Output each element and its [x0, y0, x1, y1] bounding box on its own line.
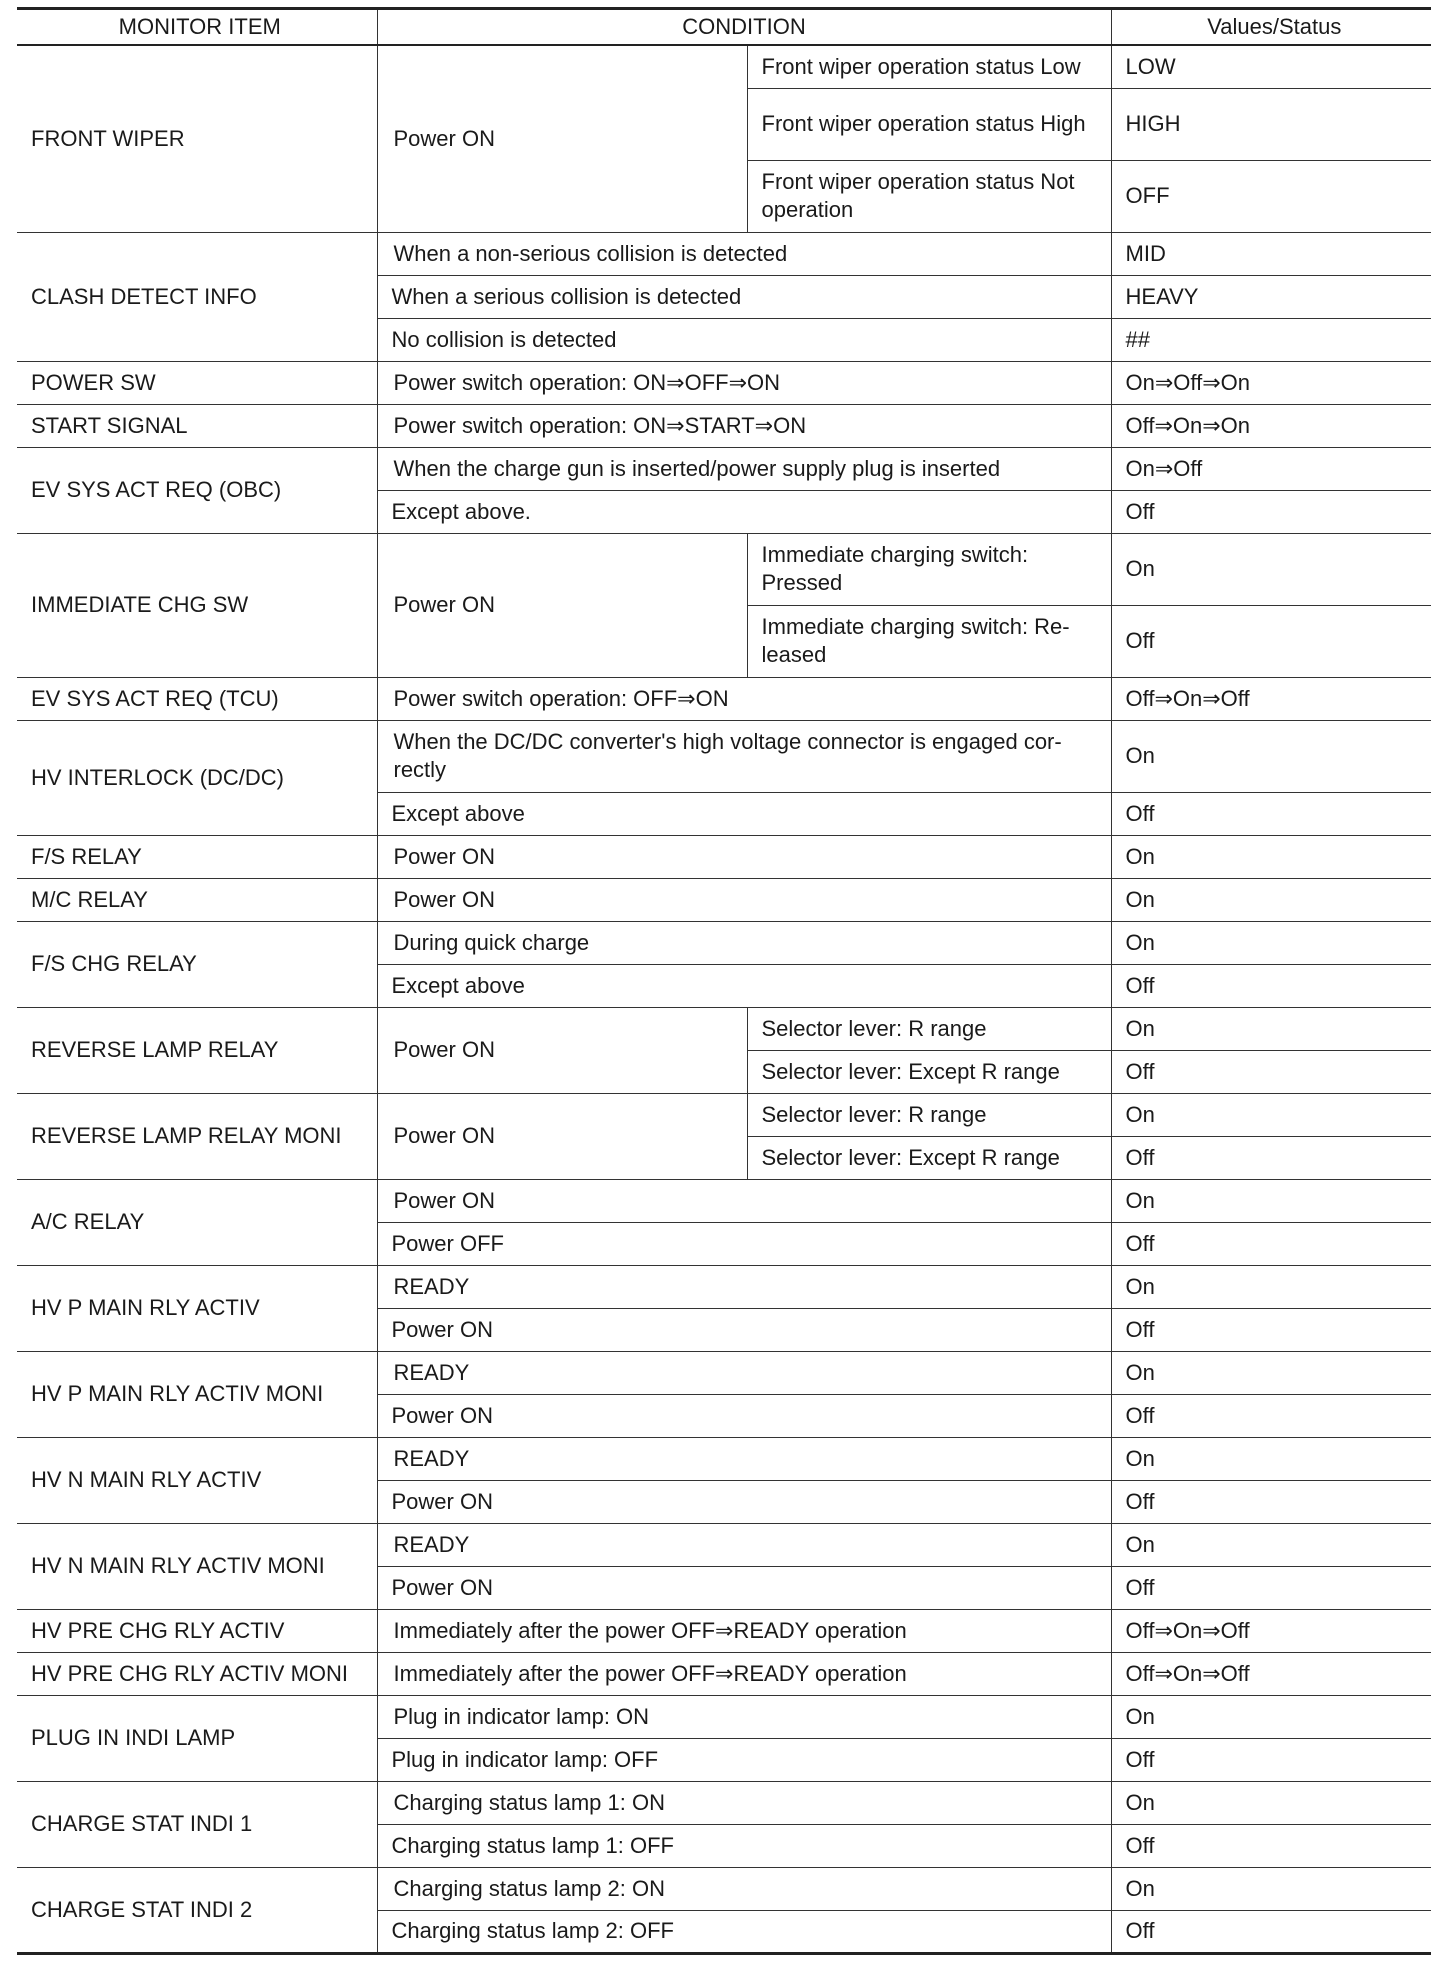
condition-cell: Power switch operation: ON⇒OFF⇒ON — [377, 361, 1111, 404]
table-row — [17, 1652, 1431, 1695]
table-row — [17, 232, 1431, 275]
table-row — [17, 447, 1431, 490]
value-cell: Off⇒On⇒Off — [1111, 677, 1431, 720]
monitor-item-cell: EV SYS ACT REQ (TCU) — [17, 677, 377, 720]
monitor-item-cell: CHARGE STAT INDI 2 — [17, 1867, 377, 1953]
value-cell: Off — [1111, 792, 1431, 835]
condition-cell: Power ON — [377, 1093, 747, 1179]
table-row — [17, 404, 1431, 447]
condition-cell: READY — [377, 1437, 1111, 1480]
value-cell: Off — [1111, 1738, 1431, 1781]
value-cell: Off — [1111, 605, 1431, 677]
sub-condition-cell: Immediate charging switch: Re-leased — [747, 605, 1111, 677]
condition-cell: Power ON — [377, 878, 1111, 921]
condition-cell: READY — [377, 1265, 1111, 1308]
value-cell: On — [1111, 1093, 1431, 1136]
monitor-item-cell: A/C RELAY — [17, 1179, 377, 1265]
table-row — [17, 1351, 1431, 1394]
monitor-item-cell: IMMEDIATE CHG SW — [17, 533, 377, 677]
value-cell: ## — [1111, 318, 1431, 361]
monitor-item-cell: EV SYS ACT REQ (OBC) — [17, 447, 377, 533]
value-cell: Off — [1111, 490, 1431, 533]
condition-cell: Power ON — [377, 533, 747, 677]
value-cell: On — [1111, 1265, 1431, 1308]
value-cell: On⇒Off⇒On — [1111, 361, 1431, 404]
monitor-item-cell: START SIGNAL — [17, 404, 377, 447]
condition-cell: Power ON — [377, 1179, 1111, 1222]
monitor-item-cell: FRONT WIPER — [17, 45, 377, 232]
value-cell: On — [1111, 878, 1431, 921]
condition-cell: Except above — [377, 964, 1111, 1007]
condition-cell: Power ON — [377, 45, 747, 232]
value-cell: On — [1111, 1523, 1431, 1566]
value-cell: HIGH — [1111, 88, 1431, 160]
value-cell: Off — [1111, 1050, 1431, 1093]
condition-cell: When a non-serious collision is detected — [377, 232, 1111, 275]
value-cell: On — [1111, 1781, 1431, 1824]
value-cell: Off — [1111, 1480, 1431, 1523]
value-cell: Off — [1111, 1910, 1431, 1953]
value-cell: On — [1111, 1351, 1431, 1394]
value-cell: Off — [1111, 1308, 1431, 1351]
condition-cell: Power switch operation: ON⇒START⇒ON — [377, 404, 1111, 447]
table-row — [17, 1179, 1431, 1222]
value-cell: On — [1111, 1867, 1431, 1910]
monitor-item-cell: HV P MAIN RLY ACTIV — [17, 1265, 377, 1351]
monitor-item-cell: HV P MAIN RLY ACTIV MONI — [17, 1351, 377, 1437]
condition-cell: Except above — [377, 792, 1111, 835]
table-row — [17, 1609, 1431, 1652]
condition-cell: Plug in indicator lamp: ON — [377, 1695, 1111, 1738]
condition-cell: During quick charge — [377, 921, 1111, 964]
header-values-status: Values/Status — [1111, 9, 1431, 46]
table-row — [17, 835, 1431, 878]
sub-condition-cell: Selector lever: Except R range — [747, 1136, 1111, 1179]
value-cell: On — [1111, 1695, 1431, 1738]
condition-cell: READY — [377, 1351, 1111, 1394]
value-cell: On — [1111, 1007, 1431, 1050]
table-row — [17, 921, 1431, 964]
monitor-item-cell: HV PRE CHG RLY ACTIV — [17, 1609, 377, 1652]
monitor-item-cell: HV N MAIN RLY ACTIV — [17, 1437, 377, 1523]
header-row — [17, 9, 1431, 46]
header-condition: CONDITION — [377, 9, 1111, 46]
condition-cell: Immediately after the power OFF⇒READY operation — [377, 1609, 1111, 1652]
monitor-item-cell: REVERSE LAMP RELAY MONI — [17, 1093, 377, 1179]
table-row — [17, 1867, 1431, 1910]
monitor-table — [17, 7, 1431, 1955]
monitor-item-cell: F/S CHG RELAY — [17, 921, 377, 1007]
table-row — [17, 533, 1431, 605]
value-cell: Off⇒On⇒Off — [1111, 1652, 1431, 1695]
condition-cell: READY — [377, 1523, 1111, 1566]
condition-cell: When the charge gun is inserted/power supply plug is inserted — [377, 447, 1111, 490]
condition-cell: Power OFF — [377, 1222, 1111, 1265]
condition-cell: No collision is detected — [377, 318, 1111, 361]
monitor-item-cell: CHARGE STAT INDI 1 — [17, 1781, 377, 1867]
monitor-item-cell: HV PRE CHG RLY ACTIV MONI — [17, 1652, 377, 1695]
value-cell: On — [1111, 1179, 1431, 1222]
value-cell: On — [1111, 1437, 1431, 1480]
condition-cell: Power ON — [377, 1308, 1111, 1351]
condition-cell: Except above. — [377, 490, 1111, 533]
table-row — [17, 1437, 1431, 1480]
table-row — [17, 1523, 1431, 1566]
monitor-item-cell: PLUG IN INDI LAMP — [17, 1695, 377, 1781]
value-cell: On — [1111, 720, 1431, 792]
condition-cell: Charging status lamp 1: OFF — [377, 1824, 1111, 1867]
sub-condition-cell: Front wiper operation status Low — [747, 45, 1111, 88]
value-cell: Off — [1111, 1222, 1431, 1265]
condition-cell: Charging status lamp 2: OFF — [377, 1910, 1111, 1953]
value-cell: Off⇒On⇒On — [1111, 404, 1431, 447]
condition-cell: Plug in indicator lamp: OFF — [377, 1738, 1111, 1781]
condition-cell: When the DC/DC converter's high voltage connector is engaged cor-rectly — [377, 720, 1111, 792]
table-row — [17, 1007, 1431, 1050]
monitor-item-cell: POWER SW — [17, 361, 377, 404]
condition-cell: Power ON — [377, 1394, 1111, 1437]
value-cell: LOW — [1111, 45, 1431, 88]
monitor-item-cell: F/S RELAY — [17, 835, 377, 878]
sub-condition-cell: Front wiper operation status High — [747, 88, 1111, 160]
condition-cell: Immediately after the power OFF⇒READY operation — [377, 1652, 1111, 1695]
sub-condition-cell: Immediate charging switch: Pressed — [747, 533, 1111, 605]
table-row — [17, 1781, 1431, 1824]
sub-condition-cell: Selector lever: R range — [747, 1093, 1111, 1136]
value-cell: HEAVY — [1111, 275, 1431, 318]
condition-cell: Power ON — [377, 1566, 1111, 1609]
table-row — [17, 45, 1431, 88]
value-cell: MID — [1111, 232, 1431, 275]
table-row — [17, 1265, 1431, 1308]
table-row — [17, 720, 1431, 792]
value-cell: Off⇒On⇒Off — [1111, 1609, 1431, 1652]
condition-cell: Power ON — [377, 1480, 1111, 1523]
monitor-item-cell: CLASH DETECT INFO — [17, 232, 377, 361]
condition-cell: Power ON — [377, 835, 1111, 878]
condition-cell: Charging status lamp 2: ON — [377, 1867, 1111, 1910]
table-row — [17, 677, 1431, 720]
value-cell: Off — [1111, 1394, 1431, 1437]
value-cell: On — [1111, 533, 1431, 605]
table-row — [17, 361, 1431, 404]
value-cell: Off — [1111, 964, 1431, 1007]
value-cell: Off — [1111, 1824, 1431, 1867]
monitor-item-cell: REVERSE LAMP RELAY — [17, 1007, 377, 1093]
monitor-item-cell: HV INTERLOCK (DC/DC) — [17, 720, 377, 835]
value-cell: On⇒Off — [1111, 447, 1431, 490]
monitor-item-cell: HV N MAIN RLY ACTIV MONI — [17, 1523, 377, 1609]
sub-condition-cell: Selector lever: Except R range — [747, 1050, 1111, 1093]
sub-condition-cell: Selector lever: R range — [747, 1007, 1111, 1050]
value-cell: On — [1111, 835, 1431, 878]
condition-cell: Power ON — [377, 1007, 747, 1093]
table-row — [17, 878, 1431, 921]
value-cell: OFF — [1111, 160, 1431, 232]
condition-cell: When a serious collision is detected — [377, 275, 1111, 318]
condition-cell: Charging status lamp 1: ON — [377, 1781, 1111, 1824]
value-cell: Off — [1111, 1136, 1431, 1179]
condition-cell: Power switch operation: OFF⇒ON — [377, 677, 1111, 720]
table-row — [17, 1695, 1431, 1738]
sub-condition-cell: Front wiper operation status Not operation — [747, 160, 1111, 232]
value-cell: Off — [1111, 1566, 1431, 1609]
header-monitor-item: MONITOR ITEM — [17, 9, 377, 46]
monitor-item-cell: M/C RELAY — [17, 878, 377, 921]
table-row — [17, 1093, 1431, 1136]
value-cell: On — [1111, 921, 1431, 964]
